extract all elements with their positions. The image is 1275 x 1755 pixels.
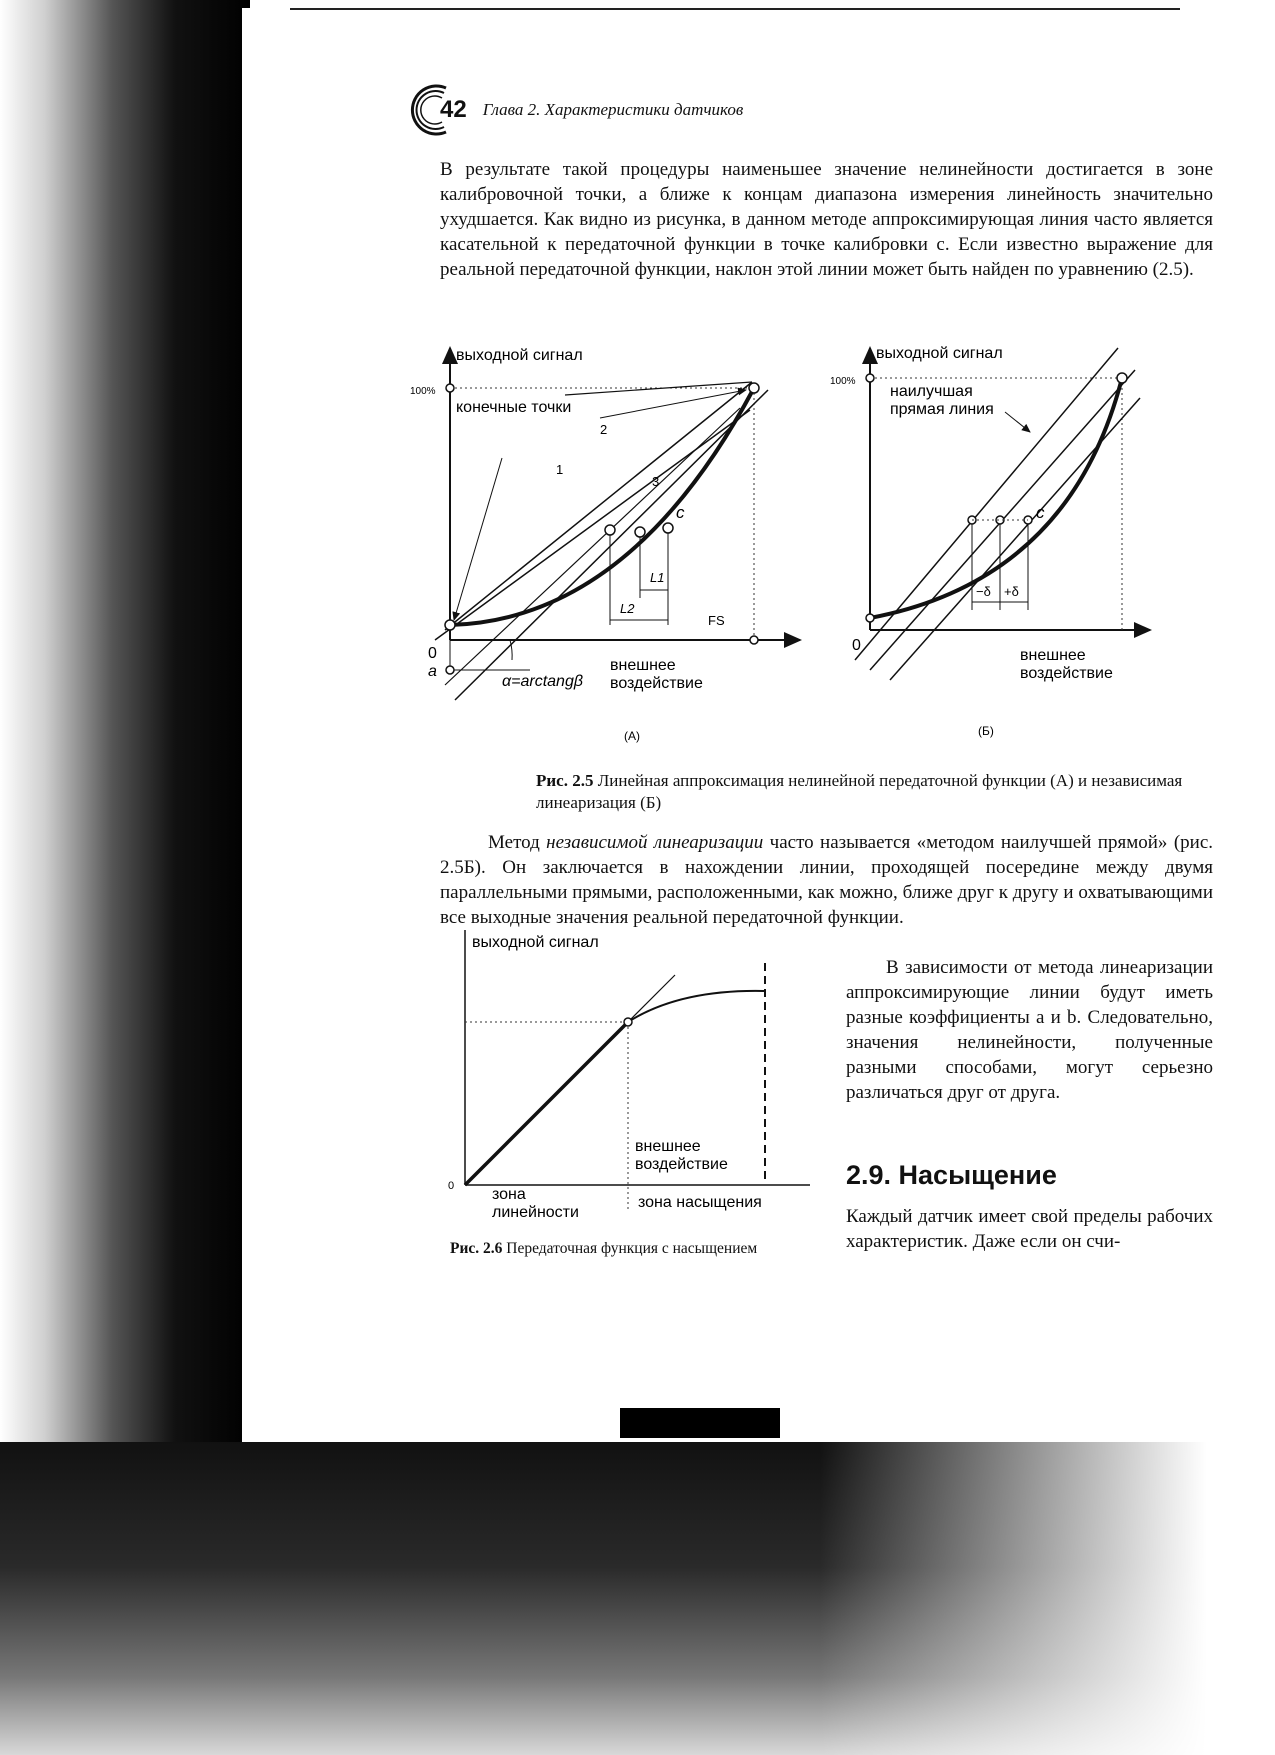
y-axis-label: выходной сигнал xyxy=(876,345,1003,362)
figure-2-6-caption xyxy=(450,1240,757,1258)
L1-label: L1 xyxy=(650,570,665,585)
endpoint-low xyxy=(445,620,455,630)
panel-b-label: (Б) xyxy=(978,724,994,738)
section-title: 2.9. Насыщение xyxy=(846,1160,1057,1190)
scan-black-bar xyxy=(620,1408,780,1438)
line-2-label: 2 xyxy=(600,422,608,437)
y-axis-label: выходной сигнал xyxy=(472,934,599,951)
line-3 xyxy=(455,390,768,700)
line-1 xyxy=(445,382,752,630)
paragraph-2-text xyxy=(440,830,1213,930)
plus-delta-label: +δ xyxy=(1004,584,1019,599)
paragraph-4 xyxy=(846,1204,1213,1254)
p2-part-1: Метод xyxy=(488,832,547,853)
figure-2-6-caption-text: Передаточная функция с насыщением xyxy=(506,1240,758,1257)
calibration-point-c xyxy=(663,523,673,533)
saturation-curve xyxy=(628,991,765,1022)
y-100-label: 100% xyxy=(830,376,856,387)
figure-2-5-a xyxy=(410,340,810,750)
best-line-label-2: прямая линия xyxy=(890,401,994,418)
paragraph-3-text: В зависимости от метода линеаризации аппроксимирующие линии будут иметь разные коэффициенты a и b. Следовательно, значения нелинейности, полученные разными способами, могут серьезно различаться друг от друга. xyxy=(846,957,1213,1103)
x-axis-label-1: внешнее xyxy=(610,657,676,674)
x-axis-label-1: внешнее xyxy=(1020,647,1086,664)
linear-zone-line xyxy=(465,1022,628,1185)
paragraph-1 xyxy=(440,157,1213,282)
endpoint-high xyxy=(749,383,759,393)
origin-label: 0 xyxy=(428,645,437,662)
figure-2-5-caption-text: Линейная аппроксимация нелинейной передаточной функции (А) и независимая линеаризация (Б) xyxy=(536,771,1183,812)
figure-2-6 xyxy=(440,925,820,1225)
page-header xyxy=(410,90,743,130)
figure-2-5-b xyxy=(830,340,1160,750)
c-label: c xyxy=(1036,503,1045,522)
page-number: 42 xyxy=(440,96,467,123)
endpoints-label: конечные точки xyxy=(456,399,572,416)
y-100-label: 100% xyxy=(410,386,436,397)
L2-label: L2 xyxy=(620,601,635,616)
panel-a-label: (А) xyxy=(624,729,640,743)
minus-delta-label: −δ xyxy=(976,584,991,599)
y-axis-label: выходной сигнал xyxy=(456,347,583,364)
intercept-a-label: a xyxy=(428,663,437,680)
zone-linear-label-2: линейности xyxy=(492,1204,579,1221)
FS-label: FS xyxy=(708,613,725,628)
running-head: Глава 2. Характеристики датчиков xyxy=(482,100,744,119)
p2-italic-term: независимой линеаризации xyxy=(546,832,764,853)
paragraph-1-text: В результате такой процедуры наименьшее значение нелинейности достигается в зоне калибровочной точки, а ближе к концам диапазона измерения линейность значительно ухудшается. Как видно из рисунка, в данном методе аппроксимирующая линия часто является касательной к передаточной функции в точке калибровки c. Если известно выражение для реальной передаточной функции, наклон этой линии может быть найден по уравнению (2.5). xyxy=(440,159,1213,280)
x-axis-label-2: воздействие xyxy=(610,675,703,692)
zone-linear-label-1: зона xyxy=(492,1186,526,1203)
figure-2-5-caption xyxy=(536,770,1216,814)
line-1-label: 1 xyxy=(556,462,564,477)
c-label: c xyxy=(676,503,685,522)
x-axis-label-2: воздействие xyxy=(635,1156,728,1173)
scan-shadow-fade xyxy=(820,1442,1275,1755)
p2-part-2: часто называется «методом наилучшей прямой» (рис. 2.5Б). Он заключается в нахождении линии, проходящей посередине между двумя параллельными прямыми, расположенными, как можно, ближе друг к другу и охватывающими все выходные значения реальной передаточной функции. xyxy=(440,832,1213,928)
figure-2-5-label: Рис. 2.5 xyxy=(536,771,594,790)
paragraph-4-text: Каждый датчик имеет свой пределы рабочих характеристик. Даже если он счи- xyxy=(846,1206,1213,1252)
origin-label: 0 xyxy=(852,637,861,654)
zone-saturation-label: зона насыщения xyxy=(638,1194,762,1211)
figure-2-6-label: Рис. 2.6 xyxy=(450,1240,503,1257)
alpha-label: α=arctangβ xyxy=(502,673,583,690)
page-top-edge xyxy=(290,8,1180,10)
line-3-label: 3 xyxy=(652,474,660,489)
paragraph-2 xyxy=(440,830,1213,930)
x-axis-label-1: внешнее xyxy=(635,1138,701,1155)
x-axis-label-2: воздействие xyxy=(1020,665,1113,682)
origin-label: 0 xyxy=(448,1180,455,1192)
paragraph-3 xyxy=(846,955,1213,1105)
best-line-label-1: наилучшая xyxy=(890,383,973,400)
